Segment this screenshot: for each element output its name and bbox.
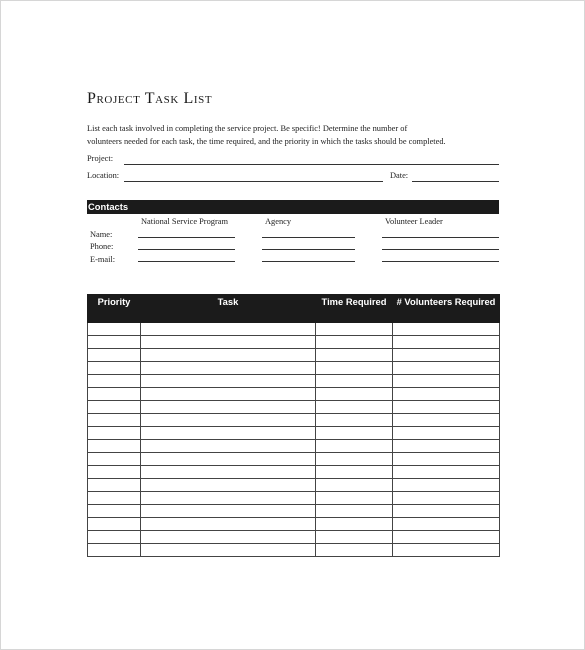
volunteers-cell[interactable] <box>393 479 500 492</box>
volunteers-cell[interactable] <box>393 440 500 453</box>
volunteers-cell[interactable] <box>393 492 500 505</box>
time-required-cell[interactable] <box>316 440 393 453</box>
task-table-header-row <box>88 295 500 323</box>
time-required-cell[interactable] <box>316 453 393 466</box>
priority-cell[interactable] <box>88 323 141 336</box>
national-service-phone-field[interactable] <box>138 249 235 250</box>
volunteers-cell[interactable] <box>393 453 500 466</box>
contacts-col-volunteer-leader: Volunteer Leader <box>385 217 443 226</box>
priority-cell[interactable] <box>88 479 141 492</box>
project-row <box>87 154 499 166</box>
agency-phone-field[interactable] <box>262 249 355 250</box>
priority-cell[interactable] <box>88 453 141 466</box>
volunteers-cell[interactable] <box>393 362 500 375</box>
table-row <box>88 323 500 336</box>
project-field[interactable] <box>124 164 499 165</box>
task-cell[interactable] <box>141 492 316 505</box>
table-row <box>88 414 500 427</box>
volunteers-cell[interactable] <box>393 531 500 544</box>
table-row <box>88 479 500 492</box>
volunteers-cell[interactable] <box>393 505 500 518</box>
contacts-col-agency: Agency <box>265 217 292 226</box>
volunteer-leader-name-field[interactable] <box>382 237 499 238</box>
priority-cell[interactable] <box>88 544 141 557</box>
priority-cell[interactable] <box>88 492 141 505</box>
location-field[interactable] <box>124 181 383 182</box>
volunteers-cell[interactable] <box>393 336 500 349</box>
instructions-line: volunteers needed for each task, the time required, and the priority in which the tasks should be completed. <box>87 137 446 146</box>
location-label: Location: <box>87 171 120 180</box>
volunteers-cell[interactable] <box>393 375 500 388</box>
page-title: Project Task List <box>87 90 213 107</box>
contacts-header-bar <box>87 200 499 214</box>
priority-cell[interactable] <box>88 388 141 401</box>
time-required-cell[interactable] <box>316 466 393 479</box>
table-row <box>88 375 500 388</box>
contact-name-label: Name: <box>90 230 113 239</box>
time-required-cell[interactable] <box>316 492 393 505</box>
col-header-priority: Priority <box>88 295 141 323</box>
volunteers-cell[interactable] <box>393 427 500 440</box>
task-cell[interactable] <box>141 414 316 427</box>
table-row <box>88 505 500 518</box>
priority-cell[interactable] <box>88 531 141 544</box>
priority-cell[interactable] <box>88 375 141 388</box>
task-cell[interactable] <box>141 453 316 466</box>
contacts-heading: Contacts <box>88 201 129 212</box>
project-label: Project: <box>87 154 114 163</box>
table-row <box>88 388 500 401</box>
time-required-cell[interactable] <box>316 518 393 531</box>
volunteers-cell[interactable] <box>393 518 500 531</box>
volunteers-cell[interactable] <box>393 388 500 401</box>
task-cell[interactable] <box>141 427 316 440</box>
priority-cell[interactable] <box>88 427 141 440</box>
contacts-col-national-service: National Service Program <box>141 217 228 226</box>
col-header-task: Task <box>141 295 316 323</box>
task-cell[interactable] <box>141 349 316 362</box>
table-row <box>88 531 500 544</box>
time-required-cell[interactable] <box>316 414 393 427</box>
time-required-cell[interactable] <box>316 544 393 557</box>
instructions-line: List each task involved in completing the service project. Be specific! Determine the number of <box>87 124 408 133</box>
priority-cell[interactable] <box>88 440 141 453</box>
task-cell[interactable] <box>141 518 316 531</box>
time-required-cell[interactable] <box>316 388 393 401</box>
volunteers-cell[interactable] <box>393 401 500 414</box>
col-header-volunteers-required: # Volunteers Required <box>393 295 500 323</box>
table-row <box>88 401 500 414</box>
table-row <box>88 453 500 466</box>
time-required-cell[interactable] <box>316 336 393 349</box>
national-service-name-field[interactable] <box>138 237 235 238</box>
task-cell[interactable] <box>141 479 316 492</box>
contact-email-label: E-mail: <box>90 255 116 264</box>
task-cell[interactable] <box>141 531 316 544</box>
table-row <box>88 440 500 453</box>
volunteers-cell[interactable] <box>393 414 500 427</box>
table-row <box>88 427 500 440</box>
volunteer-leader-phone-field[interactable] <box>382 249 499 250</box>
time-required-cell[interactable] <box>316 401 393 414</box>
table-row <box>88 466 500 479</box>
task-cell[interactable] <box>141 362 316 375</box>
priority-cell[interactable] <box>88 518 141 531</box>
national-service-email-field[interactable] <box>138 261 235 262</box>
table-row <box>88 362 500 375</box>
task-cell[interactable] <box>141 323 316 336</box>
time-required-cell[interactable] <box>316 505 393 518</box>
time-required-cell[interactable] <box>316 362 393 375</box>
task-cell[interactable] <box>141 466 316 479</box>
time-required-cell[interactable] <box>316 479 393 492</box>
agency-email-field[interactable] <box>262 261 355 262</box>
priority-cell[interactable] <box>88 362 141 375</box>
task-cell[interactable] <box>141 336 316 349</box>
priority-cell[interactable] <box>88 401 141 414</box>
table-row <box>88 349 500 362</box>
volunteers-cell[interactable] <box>393 544 500 557</box>
table-row <box>88 544 500 557</box>
location-row <box>87 171 499 183</box>
priority-cell[interactable] <box>88 414 141 427</box>
task-cell[interactable] <box>141 544 316 557</box>
volunteers-cell[interactable] <box>393 349 500 362</box>
volunteers-cell[interactable] <box>393 323 500 336</box>
volunteers-cell[interactable] <box>393 466 500 479</box>
table-row <box>88 336 500 349</box>
task-cell[interactable] <box>141 388 316 401</box>
task-table <box>87 294 500 557</box>
priority-cell[interactable] <box>88 336 141 349</box>
agency-name-field[interactable] <box>262 237 355 238</box>
time-required-cell[interactable] <box>316 427 393 440</box>
task-cell[interactable] <box>141 401 316 414</box>
priority-cell[interactable] <box>88 505 141 518</box>
contact-phone-label: Phone: <box>90 242 114 251</box>
priority-cell[interactable] <box>88 349 141 362</box>
time-required-cell[interactable] <box>316 349 393 362</box>
task-cell[interactable] <box>141 375 316 388</box>
volunteer-leader-email-field[interactable] <box>382 261 499 262</box>
task-cell[interactable] <box>141 505 316 518</box>
time-required-cell[interactable] <box>316 531 393 544</box>
date-field[interactable] <box>412 181 499 182</box>
time-required-cell[interactable] <box>316 375 393 388</box>
table-row <box>88 492 500 505</box>
date-label: Date: <box>390 171 409 180</box>
task-cell[interactable] <box>141 440 316 453</box>
instructions <box>87 122 487 148</box>
task-table-body <box>88 323 500 557</box>
priority-cell[interactable] <box>88 466 141 479</box>
col-header-time-required: Time Required <box>316 295 393 323</box>
time-required-cell[interactable] <box>316 323 393 336</box>
table-row <box>88 518 500 531</box>
